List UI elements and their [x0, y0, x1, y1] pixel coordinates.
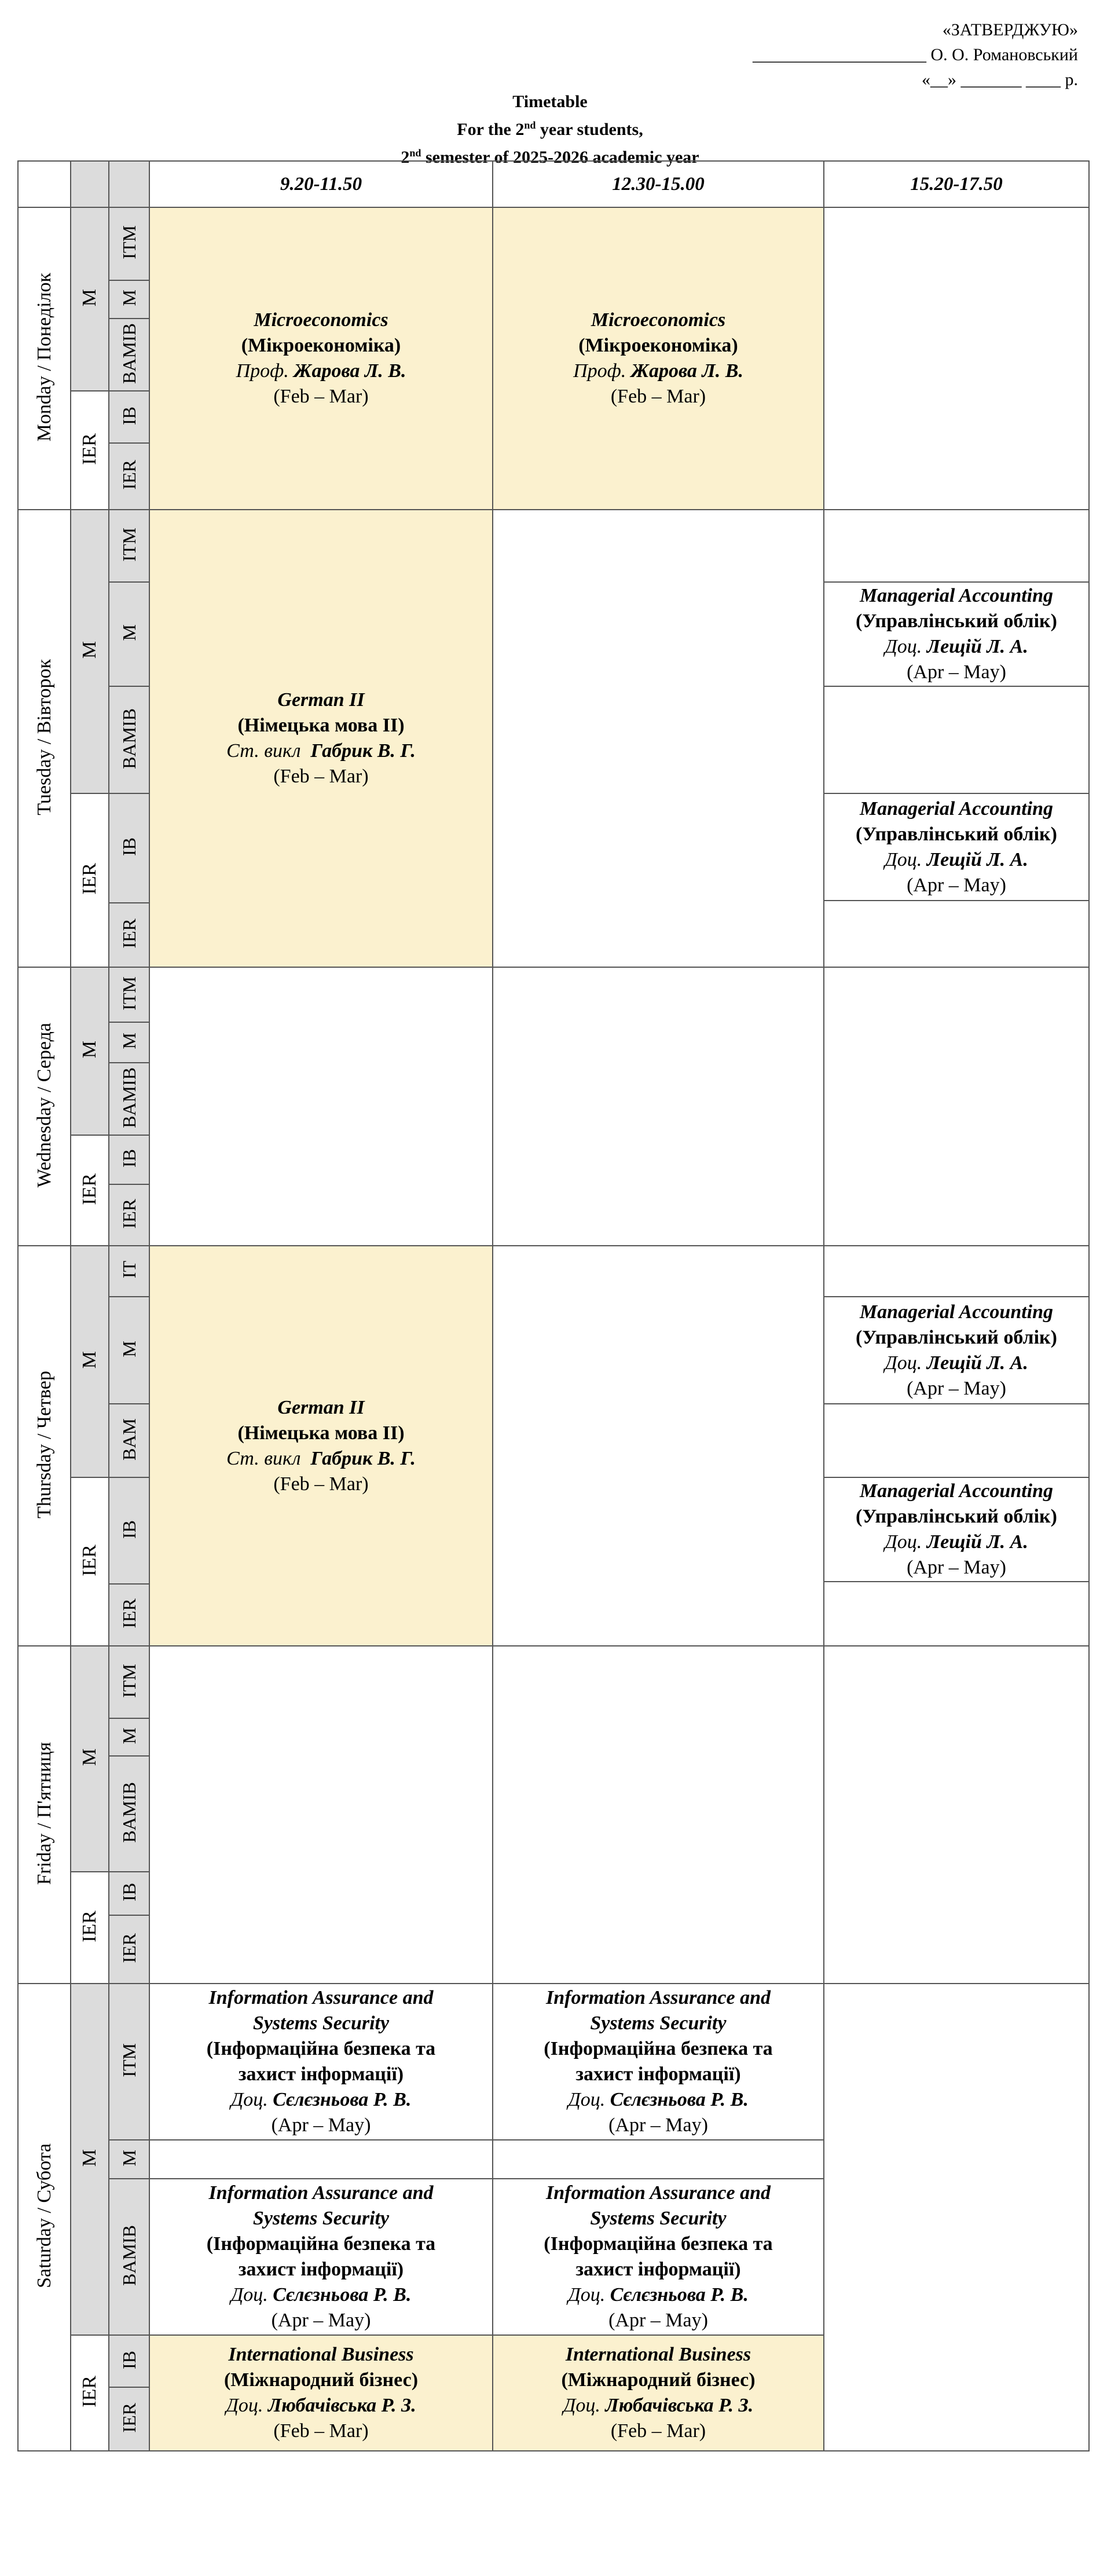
class-microeconomics: Microeconomics (Мікроекономіка) Проф. Жарова Л. В. (Feb – Mar): [493, 207, 824, 510]
time-slot-1: 9.20-11.50: [149, 161, 493, 207]
subgroup-ier: IER: [109, 903, 149, 967]
empty-cell: [824, 1246, 1089, 1297]
class-german: German II (Німецька мова II) Ст. викл Габрик В. Г. (Feb – Mar): [149, 510, 493, 967]
group-m: M: [71, 1246, 109, 1477]
empty-cell: [493, 967, 824, 1246]
class-information-security: Information Assurance and Systems Security (Інформаційна безпека та захист інформації) Доц. Сєлєзньова Р. В. (Apr – May): [149, 2179, 493, 2335]
title-line-1: Timetable: [512, 92, 588, 111]
day-wednesday: Wednesday / Середа: [18, 967, 71, 1246]
table-row: [18, 967, 1089, 1022]
group-m: M: [71, 510, 109, 793]
empty-cell: [493, 1646, 824, 1984]
group-ier: IER: [71, 1872, 109, 1984]
corner-cell: [109, 161, 149, 207]
timetable-title: [0, 90, 1100, 169]
subgroup-itm: ITM: [109, 967, 149, 1022]
subgroup-ier: IER: [109, 2387, 149, 2451]
subgroup-m: M: [109, 2140, 149, 2179]
group-ier: IER: [71, 793, 109, 967]
header-row: [18, 161, 1089, 207]
subgroup-m: M: [109, 1022, 149, 1063]
subgroup-bamib: BAMIB: [109, 686, 149, 793]
table-row: [18, 1646, 1089, 1718]
subgroup-ib: IB: [109, 391, 149, 443]
title-line-2: For the 2nd year students,: [457, 119, 643, 139]
subgroup-m: M: [109, 1297, 149, 1404]
group-m: M: [71, 1646, 109, 1872]
approval-block: [753, 17, 1078, 92]
subgroup-it: IT: [109, 1246, 149, 1297]
class-international-business: International Business (Міжнародний бізнес) Доц. Любачівська Р. З. (Feb – Mar): [493, 2335, 824, 2451]
empty-cell: [824, 967, 1089, 1246]
empty-cell: [493, 2140, 824, 2179]
corner-cell: [71, 161, 109, 207]
class-managerial-accounting: Managerial Accounting (Управлінський облік) Доц. Лещій Л. А. (Apr – May): [824, 1297, 1089, 1404]
group-m: M: [71, 967, 109, 1135]
table-row: [18, 207, 1089, 280]
group-ier: IER: [71, 1135, 109, 1246]
empty-cell: [824, 1646, 1089, 1984]
title-line-3: 2nd semester of 2025-2026 academic year: [401, 147, 699, 167]
subgroup-ib: IB: [109, 793, 149, 903]
subgroup-bam: BAM: [109, 1404, 149, 1477]
day-thursday: Thursday / Четвер: [18, 1246, 71, 1646]
empty-cell: [149, 967, 493, 1246]
subgroup-ier: IER: [109, 1915, 149, 1984]
approval-signature-line: ____________________ О. О. Романовський: [752, 45, 1078, 64]
approval-heading: «ЗАТВЕРДЖУЮ»: [942, 20, 1078, 39]
subgroup-bamib: BAMIB: [109, 1063, 149, 1135]
approval-date-line: «__» _______ ____ р.: [922, 70, 1078, 89]
subgroup-ib: IB: [109, 1135, 149, 1184]
subgroup-itm: ITM: [109, 1984, 149, 2140]
empty-cell: [824, 510, 1089, 582]
subgroup-ier: IER: [109, 1584, 149, 1646]
subgroup-m: M: [109, 582, 149, 686]
approver-name: О. О. Романовський: [930, 45, 1078, 64]
subgroup-bamib: BAMIB: [109, 1756, 149, 1872]
group-m: M: [71, 1984, 109, 2335]
empty-cell: [824, 1404, 1089, 1477]
class-managerial-accounting: Managerial Accounting (Управлінський облік) Доц. Лещій Л. А. (Apr – May): [824, 582, 1089, 686]
table-row: [18, 1984, 1089, 2140]
empty-cell: [824, 207, 1089, 510]
day-saturday: Saturday / Субота: [18, 1984, 71, 2451]
timetable: [17, 160, 1090, 2451]
table-row: [18, 510, 1089, 582]
day-tuesday: Tuesday / Вівторок: [18, 510, 71, 967]
subgroup-ier: IER: [109, 1184, 149, 1246]
subgroup-ib: IB: [109, 1872, 149, 1915]
class-managerial-accounting: Managerial Accounting (Управлінський облік) Доц. Лещій Л. А. (Apr – May): [824, 1477, 1089, 1582]
class-managerial-accounting: Managerial Accounting (Управлінський облік) Доц. Лещій Л. А. (Apr – May): [824, 793, 1089, 901]
subgroup-bamib: BAMIB: [109, 2179, 149, 2335]
empty-cell: [149, 2140, 493, 2179]
class-information-security: Information Assurance and Systems Security (Інформаційна безпека та захист інформації) Доц. Сєлєзньова Р. В. (Apr – May): [149, 1984, 493, 2140]
subgroup-m: M: [109, 1718, 149, 1756]
empty-cell: [493, 1246, 824, 1646]
class-international-business: International Business (Міжнародний бізнес) Доц. Любачівська Р. З. (Feb – Mar): [149, 2335, 493, 2451]
empty-cell: [824, 686, 1089, 793]
empty-cell: [824, 1984, 1089, 2451]
time-slot-3: 15.20-17.50: [824, 161, 1089, 207]
class-information-security: Information Assurance and Systems Security (Інформаційна безпека та захист інформації) Доц. Сєлєзньова Р. В. (Apr – May): [493, 2179, 824, 2335]
day-monday: Monday / Понеділок: [18, 207, 71, 510]
subgroup-itm: ITM: [109, 1646, 149, 1718]
class-microeconomics: Microeconomics (Мікроекономіка) Проф. Жарова Л. В. (Feb – Mar): [149, 207, 493, 510]
group-m: M: [71, 207, 109, 391]
class-information-security: Information Assurance and Systems Security (Інформаційна безпека та захист інформації) Доц. Сєлєзньова Р. В. (Apr – May): [493, 1984, 824, 2140]
time-slot-2: 12.30-15.00: [493, 161, 824, 207]
subgroup-ib: IB: [109, 2335, 149, 2387]
subgroup-itm: ITM: [109, 510, 149, 582]
class-german: German II (Німецька мова II) Ст. викл Габрик В. Г. (Feb – Mar): [149, 1246, 493, 1646]
subgroup-itm: ITM: [109, 207, 149, 280]
day-friday: Friday / П'ятниця: [18, 1646, 71, 1984]
empty-cell: [149, 1646, 493, 1984]
group-ier: IER: [71, 1477, 109, 1646]
table-row: [18, 1246, 1089, 1297]
empty-cell: [493, 510, 824, 967]
subgroup-bamib: BAMIB: [109, 319, 149, 391]
empty-cell: [824, 1582, 1089, 1646]
subgroup-ib: IB: [109, 1477, 149, 1584]
subgroup-m: M: [109, 280, 149, 319]
group-ier: IER: [71, 2335, 109, 2451]
group-ier: IER: [71, 391, 109, 510]
subgroup-ier: IER: [109, 443, 149, 510]
empty-cell: [824, 901, 1089, 967]
corner-cell: [18, 161, 71, 207]
